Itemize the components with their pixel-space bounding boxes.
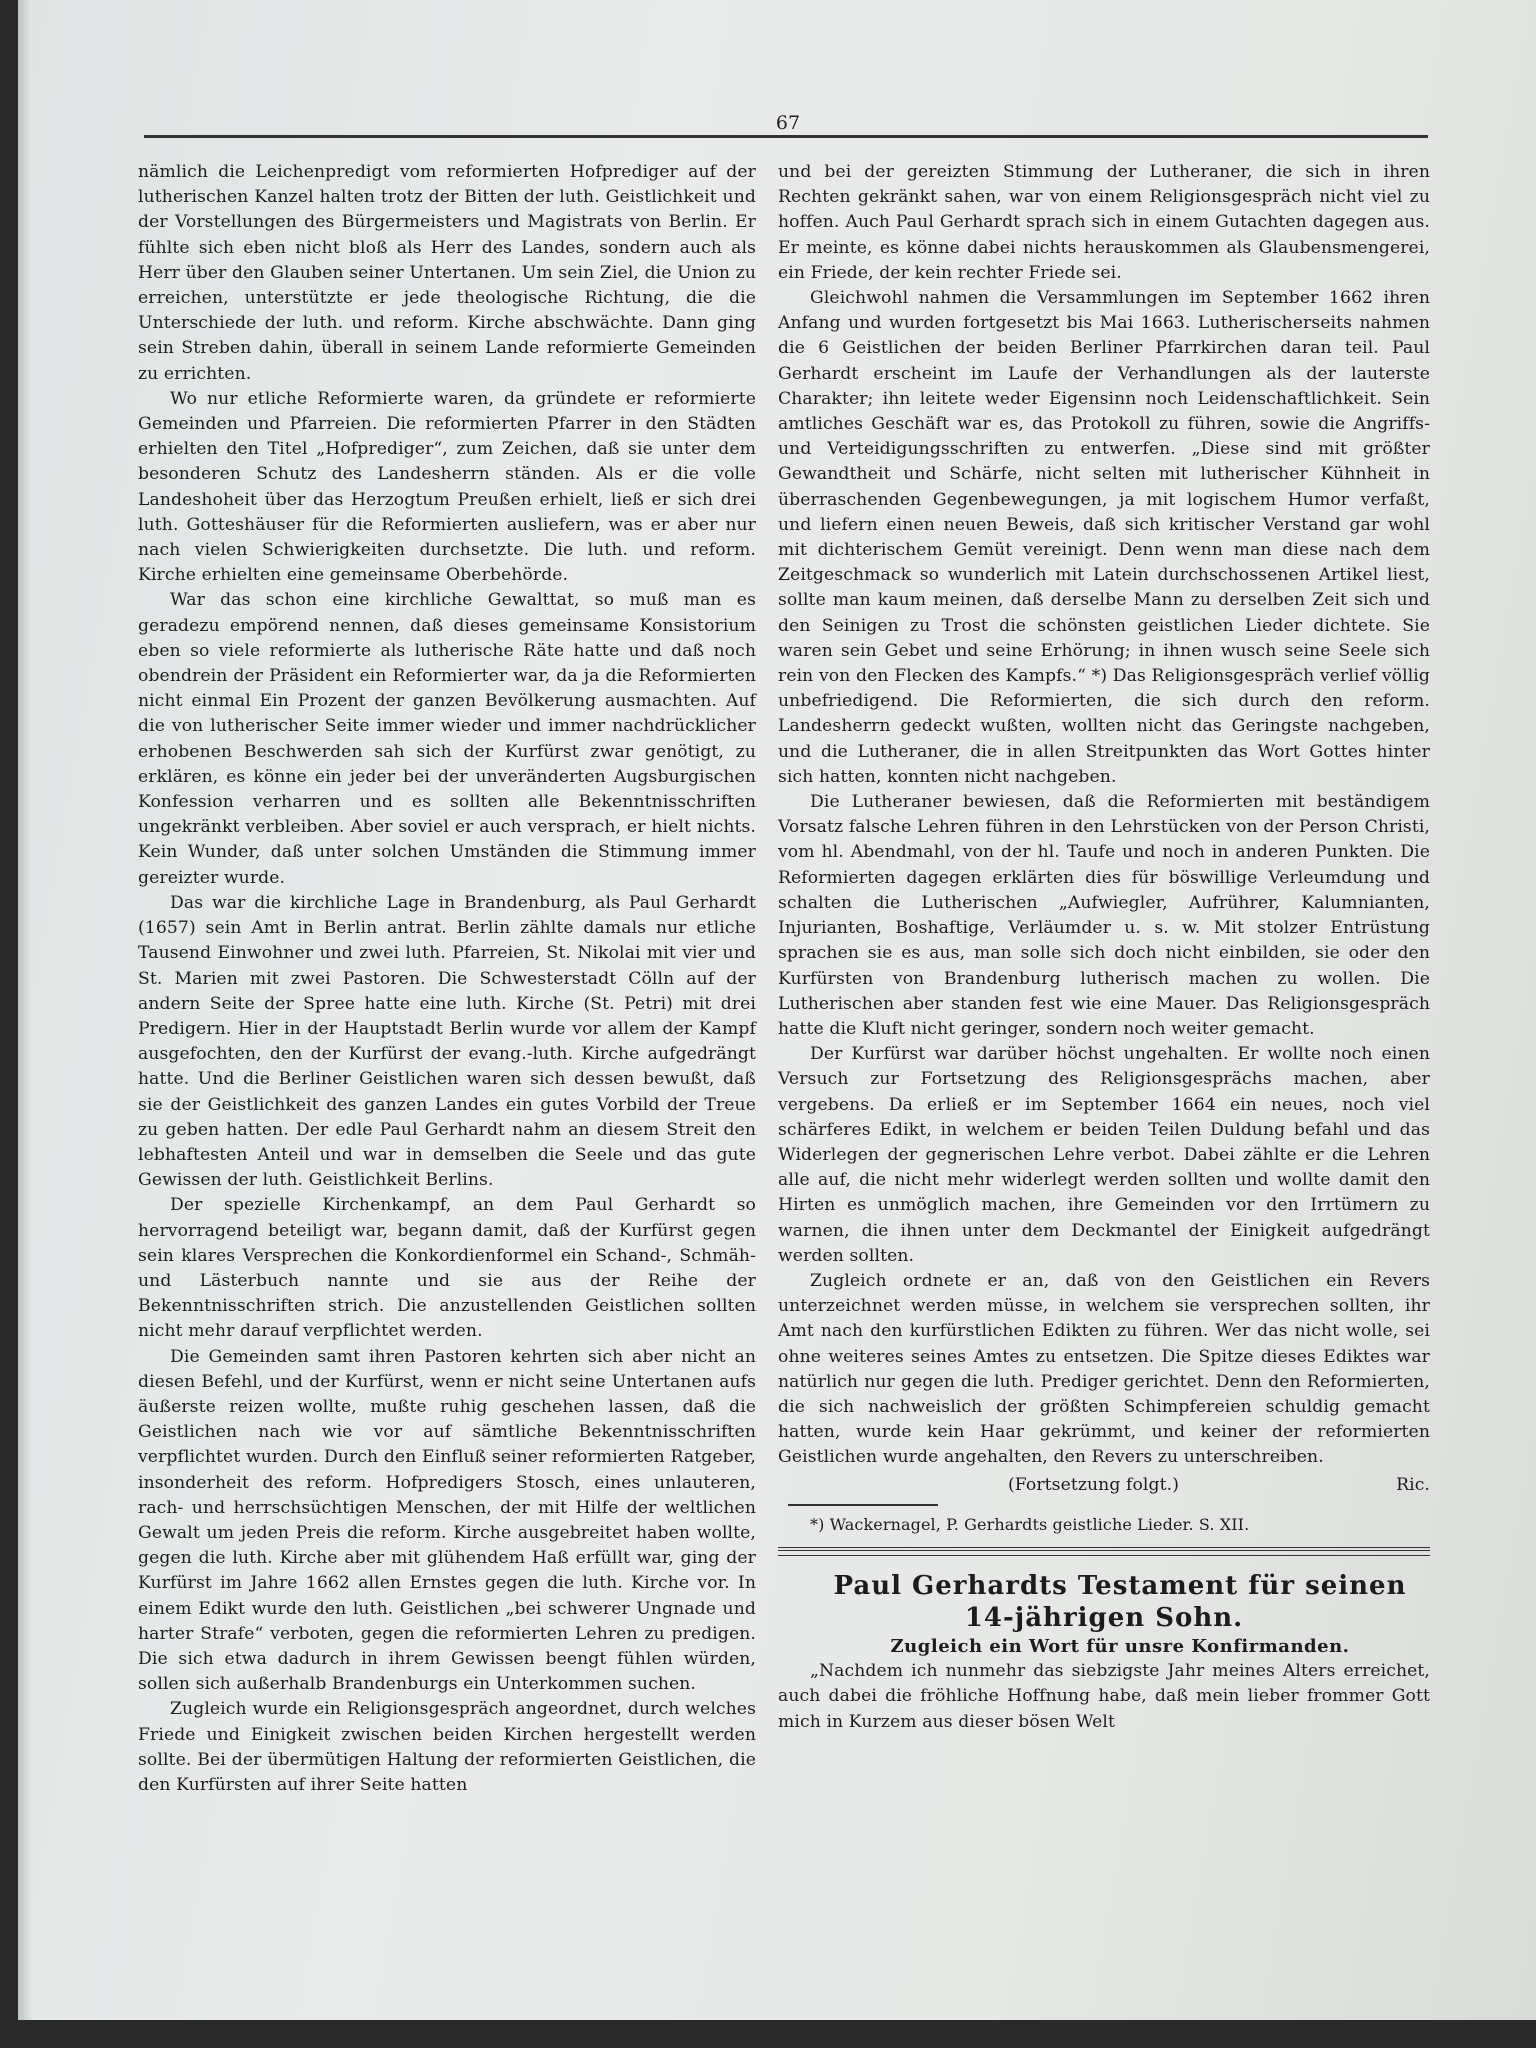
- article-closing: [778, 1473, 1430, 1498]
- paragraph: nämlich die Leichenpredigt vom reformierten Hofprediger auf der lutherischen Kanzel halten trotz der Bitten der luth. Geistlichkeit und der Vorstellungen des Bürgermeisters und Magistrats von Berlin. Er fühlte sich eben nicht bloß als Herr des Landes, sondern auch als Herr über den Glauben seiner Untertanen. Um sein Ziel, die Union zu erreichen, unterstützte er jede theologische Richtung, die die Unterschiede der luth. und reform. Kirche abschwächte. Dann ging sein Streben dahin, überall in seinem Lande reformierte Gemeinden zu errichten.: [138, 162, 756, 384]
- right-column: [778, 160, 1430, 1735]
- paragraph: Die Gemeinden samt ihren Pastoren kehrten sich aber nicht an diesen Befehl, und der Kurfürst, wenn er nicht seine Untertanen aufs äußerste reizen wollte, mußte ruhig geschehen lassen, daß die Geistlichen nach wie vor auf sämtliche Bekenntnisschriften verpflichtet wurden. Durch den Einfluß seiner reformierten Ratgeber, insonderheit des reform. Hofpredigers Stosch, eines unlauteren, rach- und herrschsüchtigen Menschen, der mit Hilfe der weltlichen Gewalt um jeden Preis die reform. Kirche ausgebreitet haben wollte, gegen die luth. Kirche aber mit glühendem Haß erfüllt war, ging der Kurfürst im Jahre 1662 allen Ernstes gegen die luth. Kirche vor. In einem Edikt wurde den luth. Geistlichen „bei schwerer Ungnade und harter Strafe“ verboten, gegen die reformierten Lehren zu predigen. Die sich etwa dadurch in ihrem Gewissen beengt fühlen würden, sollen sich außerhalb Brandenburgs ein Unterkommen suchen.: [138, 1346, 756, 1695]
- paragraph: Zugleich wurde ein Religionsgespräch angeordnet, durch welches Friede und Einigkeit zwischen beiden Kirchen hergestellt werden sollte. Bei der übermütigen Haltung der reformierten Geistlichen, die den Kurfürsten auf ihrer Seite hatten: [138, 1699, 756, 1795]
- paragraph: und bei der gereizten Stimmung der Lutheraner, die sich in ihren Rechten gekränkt sahen, war von einem Religionsgespräch nicht viel zu hoffen. Auch Paul Gerhardt sprach sich in einem Gutachten dagegen aus. Er meinte, es könne dabei nichts herauskommen als Glaubensmengerei, ein Friede, der kein rechter Friede sei.: [778, 162, 1430, 283]
- author-signature: Ric.: [1396, 1474, 1430, 1495]
- article-title-line-2: 14-jährigen Sohn.: [964, 1602, 1244, 1633]
- article-body: „Nachdem ich nunmehr das siebzigste Jahr meines Alters erreichet, auch dabei die fröhliche Hoffnung habe, daß mein lieber frommer Gott mich in Kurzem aus dieser bösen Welt: [778, 1661, 1430, 1732]
- book-page: [18, 0, 1536, 2020]
- paragraph: War das schon eine kirchliche Gewalttat, so muß man es geradezu empörend nennen, daß dieses gemeinsame Konsistorium eben so viele reformierte als lutherische Räte hatte und daß noch obendrein der Präsident ein Reformierter war, da ja die Reformierten nicht einmal Ein Prozent der ganzen Bevölkerung ausmachten. Auf die von lutherischer Seite immer wieder und immer nachdrücklicher erhobenen Beschwerden sah sich der Kurfürst zwar genötigt, zu erklären, es könne ein jeder bei der unveränderten Augsburgischen Konfession verharren und es sollten alle Bekenntnisschriften ungekränkt verbleiben. Aber soviel er auch versprach, er hielt nichts. Kein Wunder, daß unter solchen Umständen die Stimmung immer gereizter wurde.: [138, 590, 756, 888]
- footnote: *) Wackernagel, P. Gerhardts geistliche Lieder. S. XII.: [810, 1514, 1250, 1534]
- continuation-note: (Fortsetzung folgt.): [1008, 1474, 1180, 1495]
- paragraph: Zugleich ordnete er an, daß von den Geistlichen ein Revers unterzeichnet werden müsse, in welchem sie versprechen sollten, ihr Amt nach den kurfürstlichen Edikten zu führen. Wer das nicht wolle, sei ohne weiteres seines Amtes zu entsetzen. Die Spitze dieses Ediktes war natürlich nur gegen die luth. Prediger gerichtet. Denn den Reformierten, die sich nachweislich der größten Schimpfereien schuldig gemacht hatten, wurde kein Haar gekrümmt, und keiner der reformierten Geistlichen wurde angehalten, den Revers zu unterschreiben.: [778, 1270, 1430, 1468]
- header-rule: [144, 135, 1428, 138]
- page-number: 67: [775, 112, 801, 134]
- article-subtitle: Zugleich ein Wort für unsre Konfirmanden.: [890, 1635, 1350, 1657]
- paragraph: Gleichwohl nahmen die Versammlungen im September 1662 ihren Anfang und wurden fortgesetzt bis Mai 1663. Lutherischerseits nahmen die 6 Geistlichen der beiden Berliner Pfarrkirchen daran teil. Paul Gerhardt erscheint im Laufe der Verhandlungen als der lauterste Charakter; ihn leitete weder Eigensinn noch Leidenschaftlichkeit. Sein amtliches Geschäft war es, das Protokoll zu führen, sowie die Angriffs- und Verteidigungsschriften zu entwerfen. „Diese sind mit größter Gewandtheit und Schärfe, nicht selten mit lutherischer Kühnheit in überraschenden Gegenbewegungen, ja mit logischem Humor verfaßt, und liefern einen neuen Beweis, daß sich kritischer Verstand gar wohl mit dichterischem Gemüt vereinigt. Denn wenn man diese nach dem Zeitgeschmack so wunderlich mit Latein durchschossenen Artikel liest, sollte man kaum meinen, daß derselbe Mann zu derselben Zeit sich und den Seinigen zu Trost die schönsten geistlichen Lieder dichtete. Sie waren sein Gebet und seine Erhörung; in ihnen wusch seine Seele sich rein von den Flecken des Kampfs.“ *) Das Religionsgespräch verlief völlig unbefriedigend. Die Reformierten, die sich durch den reform. Landesherrn gedeckt wußten, wollten nicht das Geringste nachgeben, und die Lutheraner, die in allen Streitpunkten das Wort Gottes hinter sich hatten, konnten nicht nachgeben.: [778, 288, 1430, 787]
- paragraph: Der Kurfürst war darüber höchst ungehalten. Er wollte noch einen Versuch zur Fortsetzung des Religionsgesprächs machen, aber vergebens. Da erließ er im September 1664 ein neues, noch viel schärferes Edikt, in welchem er beiden Teilen Duldung befahl und das Widerlegen der gegnerischen Lehre verbot. Dabei zählte er die Lehren alle auf, die nicht mehr widerlegt werden sollten und wollte damit den Hirten es unmöglich machen, ihre Gemeinden vor den Irrtümern zu warnen, die ihnen unter dem Deckmantel der Einigkeit aufgedrängt werden sollten.: [778, 1044, 1430, 1266]
- article-title-line-1: Paul Gerhardts Testament für seinen: [833, 1570, 1407, 1601]
- paragraph: Das war die kirchliche Lage in Brandenburg, als Paul Gerhardt (1657) sein Amt in Berlin antrat. Berlin zählte damals nur etliche Tausend Einwohner und zwei luth. Pfarreien, St. Nikolai mit vier und St. Marien mit zwei Pastoren. Die Schwesterstadt Cölln auf der andern Seite der Spree hatte eine luth. Kirche (St. Petri) mit drei Predigern. Hier in der Hauptstadt Berlin wurde vor allem der Kampf ausgefochten, den der Kurfürst der evang.-luth. Kirche aufgedrängt hatte. Und die Berliner Geistlichen waren sich dessen bewußt, daß sie der Geistlichkeit des ganzen Landes ein gutes Vorbild der Treue zu geben hatten. Der edle Paul Gerhardt nahm an diesem Streit den lebhaftesten Anteil und war in demselben die Seele und das gute Gewissen der luth. Geistlichkeit Berlins.: [138, 892, 756, 1191]
- footnote-rule: [788, 1504, 938, 1506]
- left-column: [138, 160, 756, 1798]
- paragraph: Der spezielle Kirchenkampf, an dem Paul Gerhardt so hervorragend beteiligt war, begann damit, daß der Kurfürst gegen sein klares Versprechen die Konkordienformel ein Schand-, Schmäh- und Lästerbuch nannte und sie aus der Reihe der Bekenntnisschriften strich. Die anzustellenden Geistlichen sollten nicht mehr darauf verpflichtet werden.: [138, 1195, 756, 1342]
- book-spine: [18, 0, 32, 2020]
- paragraph: Die Lutheraner bewiesen, daß die Reformierten mit beständigem Vorsatz falsche Lehren führen in den Lehrstücken von der Person Christi, vom hl. Abendmahl, von der hl. Taufe und noch in anderen Punkten. Die Reformierten dagegen erklärten dies für böswillige Verleumdung und schalten die Lutherischen „Aufwiegler, Aufrührer, Kalumnianten, Injurianten, Boshaftige, Verläumder u. s. w. Mit stolzer Entrüstung sprachen sie es aus, man solle sich doch nicht einbilden, sie oder den Kurfürsten von Brandenburg lutherisch machen zu wollen. Die Lutherischen aber standen fest wie eine Mauer. Das Religionsgespräch hatte die Kluft nicht geringer, sondern noch weiter gemacht.: [778, 792, 1430, 1039]
- article-title: [778, 1570, 1430, 1634]
- paragraph: Wo nur etliche Reformierte waren, da gründete er reformierte Gemeinden und Pfarreien. Die reformierten Pfarrer in den Städten erhielten den Titel „Hofprediger“, zum Zeichen, daß sie unter dem besonderen Schutz des Landesherrn ständen. Als er die volle Landeshoheit über das Herzogtum Preußen erhielt, ließ er sich drei luth. Gotteshäuser für die Reformierten ausliefern, was er aber nur nach vielen Schwierigkeiten durchsetzte. Die luth. und reform. Kirche erhielten eine gemeinsame Oberbehörde.: [138, 388, 756, 586]
- article-divider: [778, 1547, 1430, 1556]
